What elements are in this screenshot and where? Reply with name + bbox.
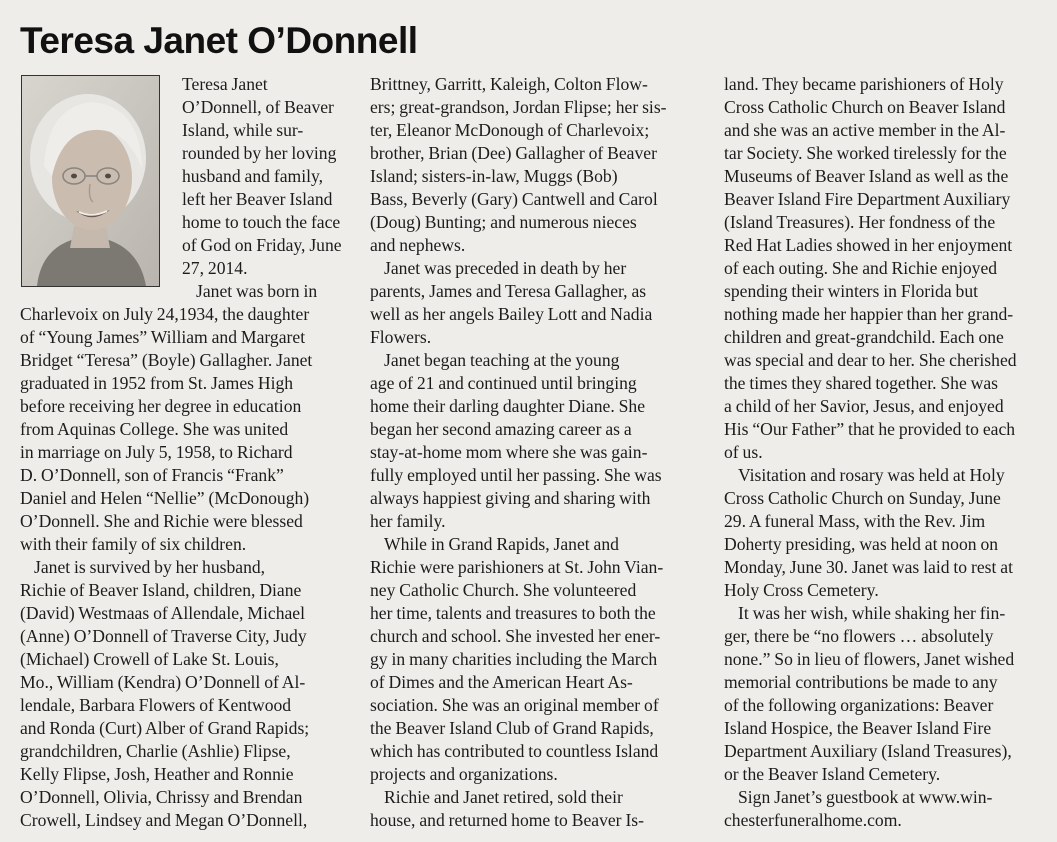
col2-line: Flowers. xyxy=(370,327,432,347)
col3-line: 29. A funeral Mass, with the Rev. Jim xyxy=(724,511,986,531)
column-3 xyxy=(724,73,1052,832)
col3-line: It was her wish, while shaking her fin- xyxy=(738,603,1006,623)
col2-line: of Dimes and the American Heart As- xyxy=(370,672,633,692)
col2-line: (Doug) Bunting; and numerous nieces xyxy=(370,212,637,232)
col1-line: O’Donnell. She and Richie were blessed xyxy=(20,511,303,531)
col1-line: rounded by her loving xyxy=(182,143,337,163)
col3-line: Holy Cross Cemetery. xyxy=(724,580,879,600)
col3-line: or the Beaver Island Cemetery. xyxy=(724,764,941,784)
col1-line: O’Donnell, Olivia, Chrissy and Brendan xyxy=(20,787,303,807)
col3-line: Cross Catholic Church on Beaver Island xyxy=(724,97,1006,117)
portrait-photo xyxy=(21,75,160,287)
col1-line: (David) Westmaas of Allendale, Michael xyxy=(20,603,305,623)
col1-line: of God on Friday, June xyxy=(182,235,342,255)
col1-line: lendale, Barbara Flowers of Kentwood xyxy=(20,695,292,715)
col2-line: ers; great-grandson, Jordan Flipse; her sis- xyxy=(370,97,667,117)
column-2 xyxy=(370,73,697,832)
col2-line: Janet was preceded in death by her xyxy=(384,258,627,278)
col1-line: O’Donnell, of Beaver xyxy=(182,97,334,117)
col1-line: with their family of six children. xyxy=(20,534,247,554)
col2-line: well as her angels Bailey Lott and Nadia xyxy=(370,304,653,324)
col3-line: Beaver Island Fire Department Auxiliary xyxy=(724,189,1011,209)
col3-line: children and great-grandchild. Each one xyxy=(724,327,1004,347)
col1-line: Island, while sur- xyxy=(182,120,304,140)
col2-line: Richie and Janet retired, sold their xyxy=(384,787,623,807)
col1-line: 27, 2014. xyxy=(182,258,248,278)
col1-line: (Michael) Crowell of Lake St. Louis, xyxy=(20,649,279,669)
col1-line: Daniel and Helen “Nellie” (McDonough) xyxy=(20,488,310,508)
obituary-title: Teresa Janet O’Donnell xyxy=(20,20,418,61)
col2-line: sociation. She was an original member of xyxy=(370,695,659,715)
col2-line: which has contributed to countless Island xyxy=(370,741,659,761)
col1-line: Bridget “Teresa” (Boyle) Gallagher. Janet xyxy=(20,350,313,370)
col1-line: husband and family, xyxy=(182,166,324,186)
col2-line: stay-at-home mom where she was gain- xyxy=(370,442,648,462)
col3-line: nothing made her happier than her grand- xyxy=(724,304,1014,324)
col3-line: was special and dear to her. She cherished xyxy=(724,350,1017,370)
col2-line: home their darling daughter Diane. She xyxy=(370,396,646,416)
col1-line: Teresa Janet xyxy=(182,74,268,94)
col3-line: Museums of Beaver Island as well as the xyxy=(724,166,1009,186)
col1-line: grandchildren, Charlie (Ashlie) Flipse, xyxy=(20,741,291,761)
col2-line: While in Grand Rapids, Janet and xyxy=(384,534,619,554)
col2-line: parents, James and Teresa Gallagher, as xyxy=(370,281,647,301)
col3-line: of each outing. She and Richie enjoyed xyxy=(724,258,998,278)
col3-line: ger, there be “no flowers … absolutely xyxy=(724,626,994,646)
col3-line: Doherty presiding, was held at noon on xyxy=(724,534,999,554)
col1-line: in marriage on July 5, 1958, to Richard xyxy=(20,442,293,462)
col1-line: Charlevoix on July 24,1934, the daughter xyxy=(20,304,310,324)
col3-line: Red Hat Ladies showed in her enjoyment xyxy=(724,235,1013,255)
col3-line: and she was an active member in the Al- xyxy=(724,120,1006,140)
col2-line: church and school. She invested her ener- xyxy=(370,626,661,646)
col1-line: (Anne) O’Donnell of Traverse City, Judy xyxy=(20,626,307,646)
col3-line: none.” So in lieu of flowers, Janet wished xyxy=(724,649,1015,669)
col2-line: Richie were parishioners at St. John Vian- xyxy=(370,557,664,577)
col3-line: a child of her Savior, Jesus, and enjoyed xyxy=(724,396,1004,416)
col1-line: from Aquinas College. She was united xyxy=(20,419,289,439)
col1-line: Richie of Beaver Island, children, Diane xyxy=(20,580,302,600)
col1-line: and Ronda (Curt) Alber of Grand Rapids; xyxy=(20,718,310,738)
col2-line: and nephews. xyxy=(370,235,466,255)
col2-line: her time, talents and treasures to both the xyxy=(370,603,656,623)
col1-line: Janet was born in xyxy=(196,281,318,301)
col2-line: brother, Brian (Dee) Gallagher of Beaver xyxy=(370,143,657,163)
col2-line: the Beaver Island Club of Grand Rapids, xyxy=(370,718,654,738)
col3-line: Cross Catholic Church on Sunday, June xyxy=(724,488,1001,508)
col3-line: Visitation and rosary was held at Holy xyxy=(738,465,1005,485)
col3-line: of us. xyxy=(724,442,763,462)
col2-line: Bass, Beverly (Gary) Cantwell and Carol xyxy=(370,189,658,209)
col1-line: before receiving her degree in education xyxy=(20,396,302,416)
col2-line: fully employed until her passing. She was xyxy=(370,465,662,485)
col2-line: house, and returned home to Beaver Is- xyxy=(370,810,645,830)
col2-line: ney Catholic Church. She volunteered xyxy=(370,580,637,600)
col1-line: D. O’Donnell, son of Francis “Frank” xyxy=(20,465,284,485)
col2-line: Island; sisters-in-law, Muggs (Bob) xyxy=(370,166,618,186)
col1-line: home to touch the face xyxy=(182,212,341,232)
col1-line: Janet is survived by her husband, xyxy=(34,557,266,577)
col1-line: Crowell, Lindsey and Megan O’Donnell, xyxy=(20,810,308,830)
col1-line: Mo., William (Kendra) O’Donnell of Al- xyxy=(20,672,306,692)
col2-line: Janet began teaching at the young xyxy=(384,350,620,370)
col3-line: the times they shared together. She was xyxy=(724,373,999,393)
col1-line: of “Young James” William and Margaret xyxy=(20,327,306,347)
col3-line: Island Hospice, the Beaver Island Fire xyxy=(724,718,992,738)
col1-line: Kelly Flipse, Josh, Heather and Ronnie xyxy=(20,764,294,784)
col3-line: of the following organizations: Beaver xyxy=(724,695,994,715)
col1-line: left her Beaver Island xyxy=(182,189,333,209)
col3-line: tar Society. She worked tirelessly for the xyxy=(724,143,1007,163)
col2-line: her family. xyxy=(370,511,446,531)
col2-line: age of 21 and continued until bringing xyxy=(370,373,637,393)
col3-line: spending their winters in Florida but xyxy=(724,281,979,301)
col2-line: always happiest giving and sharing with xyxy=(370,488,651,508)
col3-line: (Island Treasures). Her fondness of the xyxy=(724,212,996,232)
col1-line: graduated in 1952 from St. James High xyxy=(20,373,294,393)
col2-line: gy in many charities including the March xyxy=(370,649,658,669)
col3-line: Sign Janet’s guestbook at www.win- xyxy=(738,787,993,807)
col3-line: chesterfuneralhome.com. xyxy=(724,810,902,830)
col2-line: projects and organizations. xyxy=(370,764,558,784)
column-1 xyxy=(20,73,358,832)
col3-line: land. They became parishioners of Holy xyxy=(724,74,1004,94)
col3-line: Department Auxiliary (Island Treasures), xyxy=(724,741,1012,761)
col2-line: began her second amazing career as a xyxy=(370,419,632,439)
col3-line: Monday, June 30. Janet was laid to rest at xyxy=(724,557,1014,577)
col3-line: His “Our Father” that he provided to each xyxy=(724,419,1016,439)
col2-line: ter, Eleanor McDonough of Charlevoix; xyxy=(370,120,650,140)
col2-line: Brittney, Garritt, Kaleigh, Colton Flow- xyxy=(370,74,648,94)
col3-line: memorial contributions be made to any xyxy=(724,672,998,692)
